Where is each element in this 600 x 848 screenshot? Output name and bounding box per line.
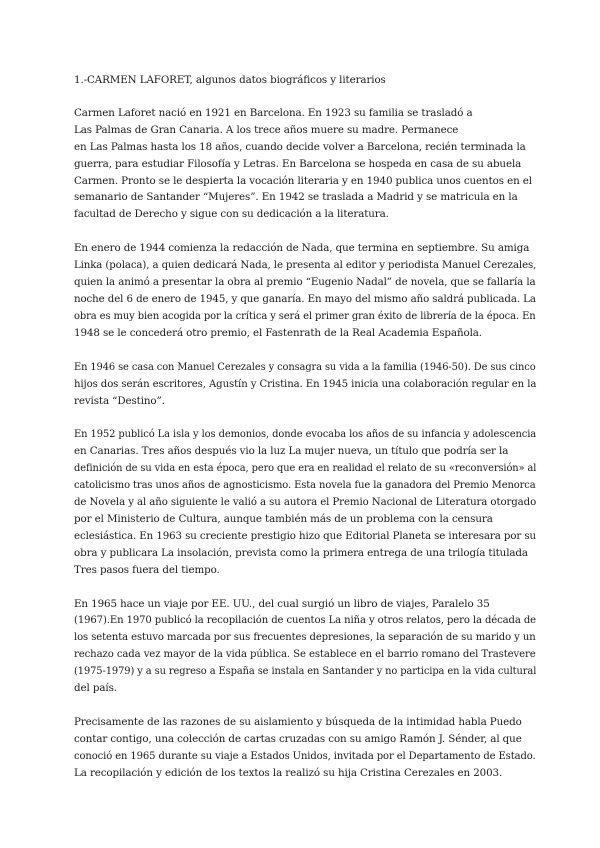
text-line: quien la animó a presentar la obra al premio “Eugenio Nadal” de novela, que se fallaría la <box>74 276 536 289</box>
text-line: por el Ministerio de Cultura, aunque también más de un problema con la censura <box>74 512 493 525</box>
text-line: hijos dos serán escritores, Agustín y Cristina. En 1945 inicia una colaboración regular en la <box>74 377 537 390</box>
paragraph-1 <box>74 105 536 223</box>
text-line: conoció en 1965 durante su viaje a Estados Unidos, invitada por el Departamento de Estado. <box>74 749 536 762</box>
paragraph-6 <box>74 714 536 782</box>
text-line: de Novela y al año siguiente le valió a su autora el Premio Nacional de Literatura otorgado <box>74 496 537 509</box>
text-line: revista “Destino”. <box>74 394 165 407</box>
text-line: del país. <box>74 682 117 695</box>
text-line: En 1952 publicó La isla y los demonios, donde evocaba los años de su infancia y adolescencia <box>74 428 537 441</box>
text-line: guerra, para estudiar Filosofía y Letras. En Barcelona se hospeda en casa de su abuela <box>74 157 522 170</box>
text-line: noche del 6 de enero de 1945, y que ganaría. En mayo del mismo año saldrá publicada. La <box>74 292 536 305</box>
text-line: Linka (polaca), a quien dedicará Nada, le presenta al editor y periodista Manuel Cerezales, <box>74 259 537 272</box>
text-line: facultad de Derecho y sigue con su dedicación a la literatura. <box>74 208 389 221</box>
text-line: eclesiástica. En 1963 su creciente prestigio hizo que Editorial Planeta se interesara por su <box>74 529 536 542</box>
text-line: Las Palmas de Gran Canaria. A los trece años muere su madre. Permanece <box>74 123 459 136</box>
text-line: obra y publicara La insolación, prevista como la primera entrega de una trilogía titulada <box>74 546 528 559</box>
paragraph-4 <box>74 426 536 578</box>
text-line: En 1946 se casa con Manuel Cerezales y consagra su vida a la familia (1946-50). De sus cinco <box>74 360 536 373</box>
text-line: (1967).En 1970 publicó la recopilación de cuentos La niña y otros relatos, pero la década de <box>74 614 537 627</box>
text-line: obra es muy bien acogida por la crítica y será el primer gran éxito de librería de la época. En <box>74 309 536 322</box>
paragraph-5 <box>74 596 536 697</box>
text-line: (1975-1979) y a su regreso a España se instala en Santander y no participa en la vida cultural <box>74 665 537 678</box>
paragraph-2 <box>74 240 536 341</box>
text-line: Precisamente de las razones de su aislamiento y búsqueda de la intimidad habla Puedo <box>74 716 522 728</box>
text-line: los setenta estuvo marcada por sus frecuentes depresiones, la separación de su marido y un <box>74 631 536 644</box>
text-line: En enero de 1944 comienza la redacción de Nada, que termina en septiembre. Su amiga <box>74 242 530 255</box>
text-line: en Canarias. Tres años después vio la luz La mujer nueva, un título que podría ser la <box>74 445 509 458</box>
text-line: 1948 se le concederá otro premio, el Fastenrath de la Real Academia Española. <box>74 326 482 339</box>
text-line: Carmen Laforet nació en 1921 en Barcelona. En 1923 su familia se trasladó a <box>74 106 473 119</box>
text-line: Carmen. Pronto se le despierta la vocación literaria y en 1940 publica unos cuentos en el <box>74 174 532 187</box>
text-line: contar contigo, una colección de cartas cruzadas con su amigo Ramón J. Sénder, al que <box>74 732 522 745</box>
paragraph-3 <box>74 359 536 410</box>
text-line: definición de su vida en esta época, pero que era en realidad el relato de su «reconversión» al <box>74 462 537 475</box>
text-line: La recopilación y edición de los textos la realizó su hija Cristina Cerezales en 2003. <box>74 766 503 779</box>
document-body <box>74 72 536 799</box>
text-line: Tres pasos fuera del tiempo. <box>74 563 220 576</box>
text-line: En 1965 hace un viaje por EE. UU., del cual surgió un libro de viajes, Paralelo 35 <box>74 597 490 610</box>
text-line: rechazo cada vez mayor de la vida pública. Se establece en el barrio romano del Trastevere <box>74 648 536 661</box>
text-line: en Las Palmas hasta los 18 años, cuando decide volver a Barcelona, recién terminada la <box>74 140 526 153</box>
text-line: semanario de Santander “Mujeres”. En 1942 se traslada a Madrid y se matricula en la <box>74 191 518 204</box>
document-heading: 1.-CARMEN LAFORET, algunos datos biográficos y literarios <box>74 74 386 86</box>
text-line: catolicismo tras unos años de agnosticismo. Esta novela fue la ganadora del Premio Menorca <box>74 479 536 492</box>
